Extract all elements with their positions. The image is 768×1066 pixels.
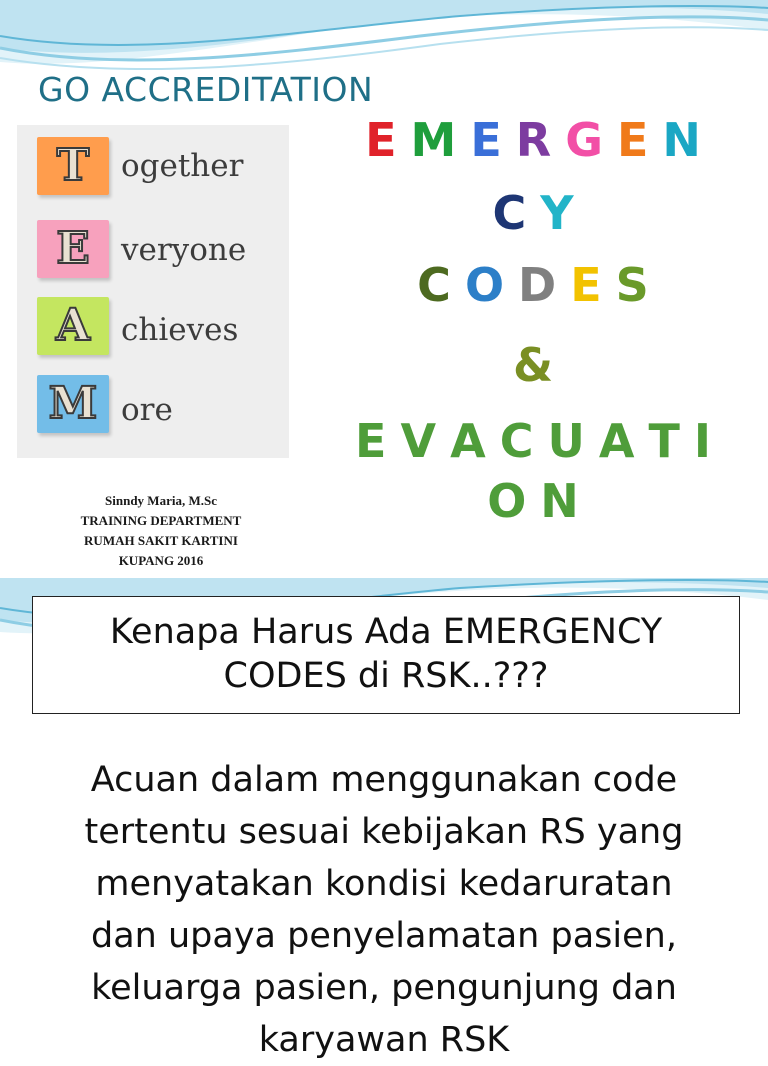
- team-word-together: ogether: [121, 148, 244, 184]
- title-letter: A: [598, 414, 637, 468]
- title-letter: Y: [540, 186, 576, 240]
- explanation-line: dan upaya penyelamatan pasien,: [91, 916, 677, 956]
- question-line: Kenapa Harus Ada EMERGENCY: [109, 612, 663, 652]
- explanation-line: karyawan RSK: [258, 1020, 510, 1060]
- team-acronym-image: [17, 125, 289, 458]
- title-letter: C: [492, 186, 529, 240]
- title-letter: N: [540, 474, 581, 528]
- title-letter: V: [400, 414, 439, 468]
- team-word-everyone: veryone: [121, 232, 247, 268]
- author-place-year: KUPANG 2016: [118, 553, 204, 569]
- sticky-note-t: [37, 137, 109, 195]
- title-letter: E: [470, 113, 504, 167]
- title-row: [300, 414, 768, 468]
- sticky-note-m: [37, 375, 109, 433]
- title-letter: I: [693, 414, 713, 468]
- slide-header: GO ACCREDITATION: [38, 70, 374, 109]
- team-word-more: ore: [121, 392, 173, 428]
- question-text: [33, 611, 739, 699]
- title-letter: T: [648, 414, 682, 468]
- question-box: [32, 596, 740, 714]
- sticky-note-letter: M: [48, 378, 98, 429]
- explanation-line: menyatakan kondisi kedaruratan: [95, 864, 673, 904]
- title-letter: C: [417, 258, 453, 312]
- title-letter: U: [547, 414, 587, 468]
- content-slide: [0, 578, 768, 1060]
- sticky-note-letter: A: [55, 300, 91, 351]
- title-letter: E: [616, 113, 651, 167]
- title-row: [300, 474, 768, 528]
- explanation-text: [20, 754, 748, 1066]
- explanation-line: keluarga pasien, pengunjung dan: [91, 968, 677, 1008]
- sticky-note-a: [37, 297, 109, 355]
- author-hospital: RUMAH SAKIT KARTINI: [84, 533, 238, 549]
- explanation-line: Acuan dalam menggunakan code: [90, 760, 678, 800]
- title-letter: N: [662, 113, 703, 167]
- title-letter: E: [355, 414, 389, 468]
- title-letter: R: [515, 113, 554, 167]
- title-row: [300, 338, 768, 392]
- title-row: [300, 113, 768, 167]
- sticky-note-letter: E: [56, 223, 90, 274]
- title-letter: O: [464, 258, 507, 312]
- title-letter: C: [499, 414, 536, 468]
- title-letter: E: [570, 258, 604, 312]
- sticky-note-e: [37, 220, 109, 278]
- team-word-achieves: chieves: [121, 312, 239, 348]
- title-letter: D: [518, 258, 559, 312]
- title-letter: S: [615, 258, 651, 312]
- author-name: Sinndy Maria, M.Sc: [105, 493, 217, 508]
- title-letter: A: [450, 414, 488, 468]
- title-letter: O: [487, 474, 529, 528]
- title-letter: M: [410, 113, 459, 167]
- title-letter: G: [565, 113, 605, 167]
- author-credit: [50, 491, 272, 572]
- title-letter: E: [365, 113, 399, 167]
- explanation-line: tertentu sesuai kebijakan RS yang: [84, 812, 684, 852]
- sticky-note-letter: T: [56, 140, 90, 191]
- question-line: CODES di RSK..???: [223, 655, 549, 696]
- author-department: TRAINING DEPARTMENT: [80, 513, 242, 529]
- title-letter: &: [512, 338, 556, 392]
- title-row: [300, 186, 768, 240]
- title-row: [300, 258, 768, 312]
